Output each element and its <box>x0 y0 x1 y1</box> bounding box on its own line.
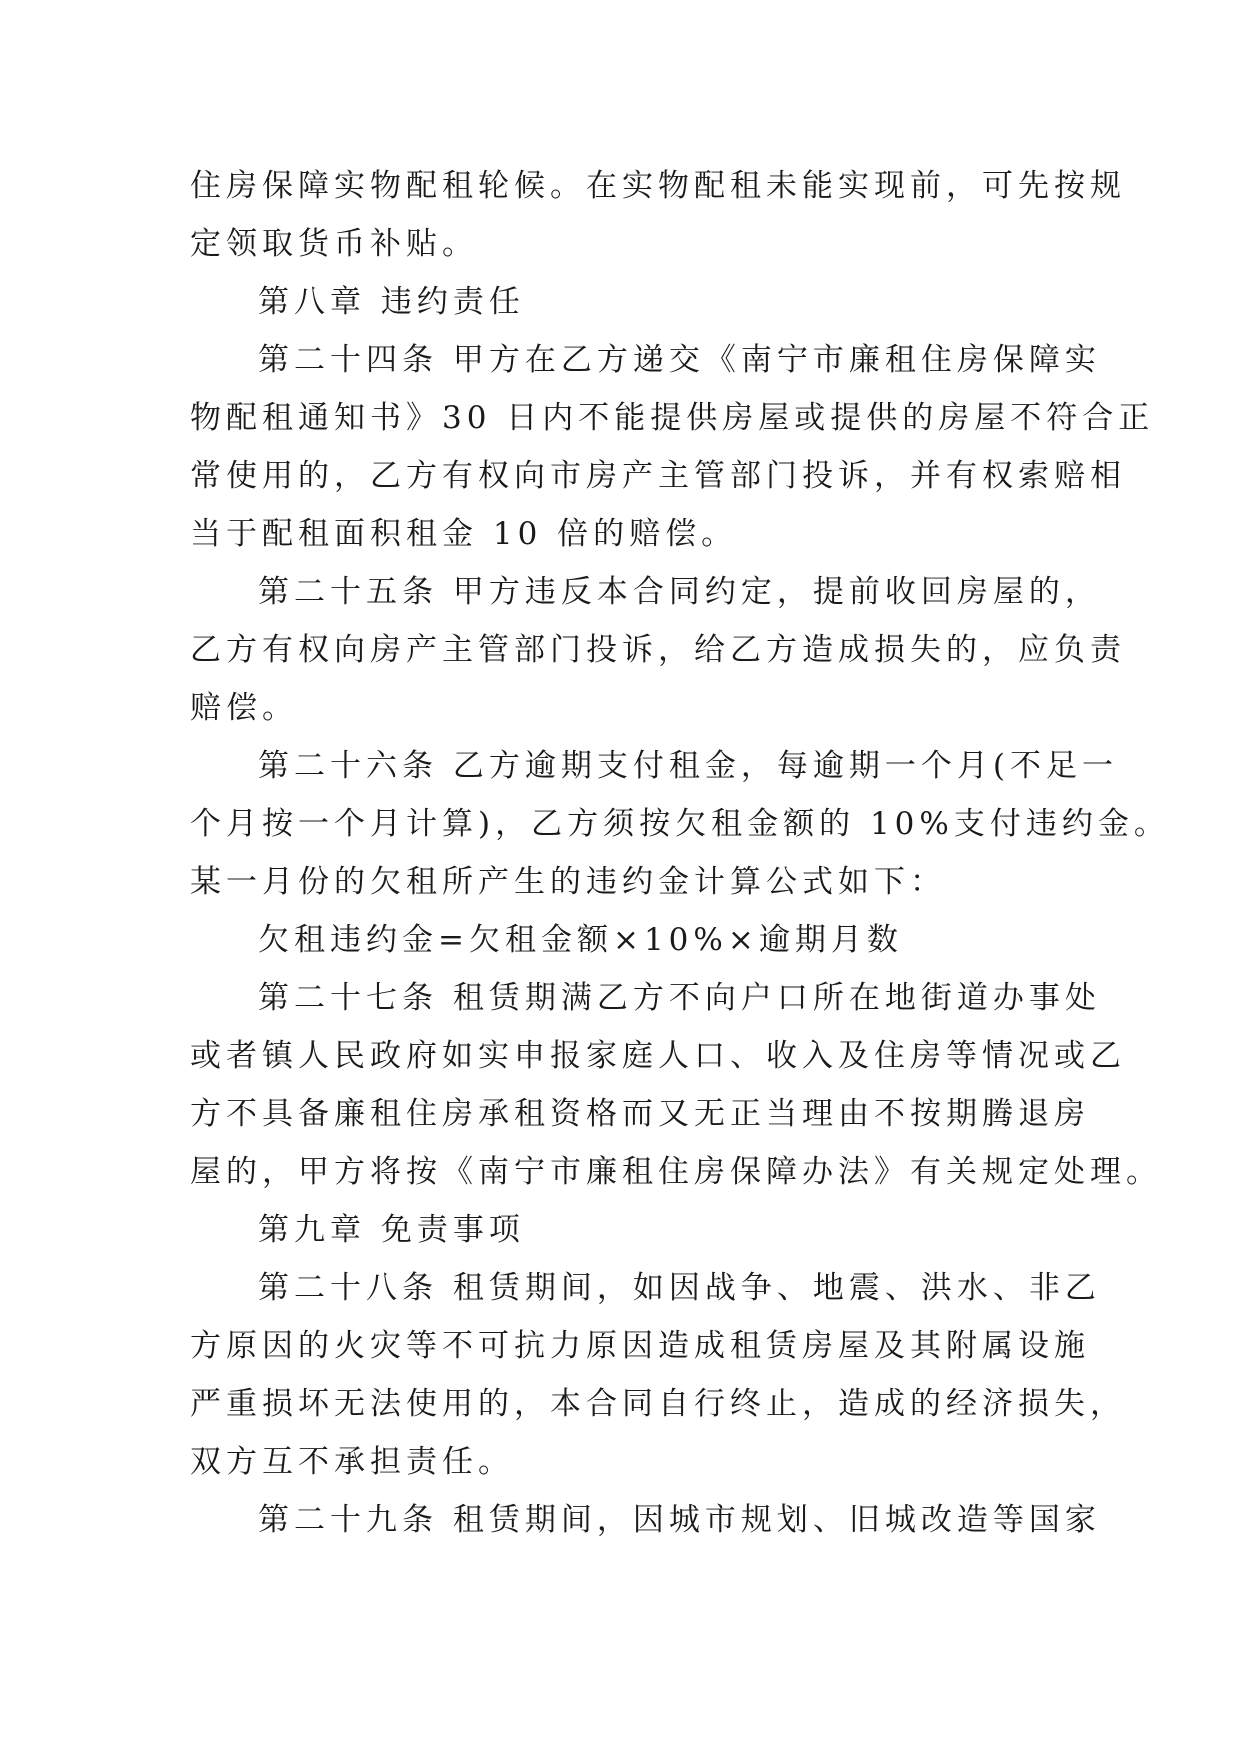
article-27-start: 第二十七条 租赁期满乙方不向户口所在地街道办事处 <box>258 980 1101 1016</box>
text-line: 屋的，甲方将按《南宁市廉租住房保障办法》有关规定处理。 <box>190 1154 1162 1190</box>
article-29-start: 第二十九条 租赁期间，因城市规划、旧城改造等国家 <box>258 1502 1101 1538</box>
article-25-start: 第二十五条 甲方违反本合同约定，提前收回房屋的， <box>258 574 1101 610</box>
text-line: 方不具备廉租住房承租资格而又无正当理由不按期腾退房 <box>190 1096 1090 1132</box>
text-line: 个月按一个月计算)，乙方须按欠租金额的 10%支付违约金。 <box>190 806 1170 842</box>
text-line: 常使用的，乙方有权向市房产主管部门投诉，并有权索赔相 <box>190 458 1126 494</box>
chapter-heading: 第九章 免责事项 <box>258 1212 525 1248</box>
article-26-start: 第二十六条 乙方逾期支付租金，每逾期一个月(不足一 <box>258 748 1118 784</box>
article-24-start: 第二十四条 甲方在乙方递交《南宁市廉租住房保障实 <box>258 342 1101 378</box>
text-line: 住房保障实物配租轮候。在实物配租未能实现前，可先按规 <box>190 168 1126 204</box>
chapter-heading: 第八章 违约责任 <box>258 284 525 320</box>
text-line: 当于配租面积租金 10 倍的赔偿。 <box>190 516 738 552</box>
text-line: 严重损坏无法使用的，本合同自行终止，造成的经济损失， <box>190 1386 1126 1422</box>
document-body <box>190 157 1170 1549</box>
text-line: 物配租通知书》30 日内不能提供房屋或提供的房屋不符合正 <box>190 400 1155 436</box>
text-line: 定领取货币补贴。 <box>190 226 478 262</box>
text-line: 赔偿。 <box>190 690 298 726</box>
text-line: 方原因的火灾等不可抗力原因造成租赁房屋及其附属设施 <box>190 1328 1090 1364</box>
text-line: 双方互不承担责任。 <box>190 1444 514 1480</box>
text-line: 或者镇人民政府如实申报家庭人口、收入及住房等情况或乙 <box>190 1038 1126 1074</box>
text-line: 某一月份的欠租所产生的违约金计算公式如下： <box>190 864 946 900</box>
text-line: 乙方有权向房产主管部门投诉，给乙方造成损失的，应负责 <box>190 632 1126 668</box>
formula-line: 欠租违约金=欠租金额×10%×逾期月数 <box>258 922 903 958</box>
article-28-start: 第二十八条 租赁期间，如因战争、地震、洪水、非乙 <box>258 1270 1101 1306</box>
